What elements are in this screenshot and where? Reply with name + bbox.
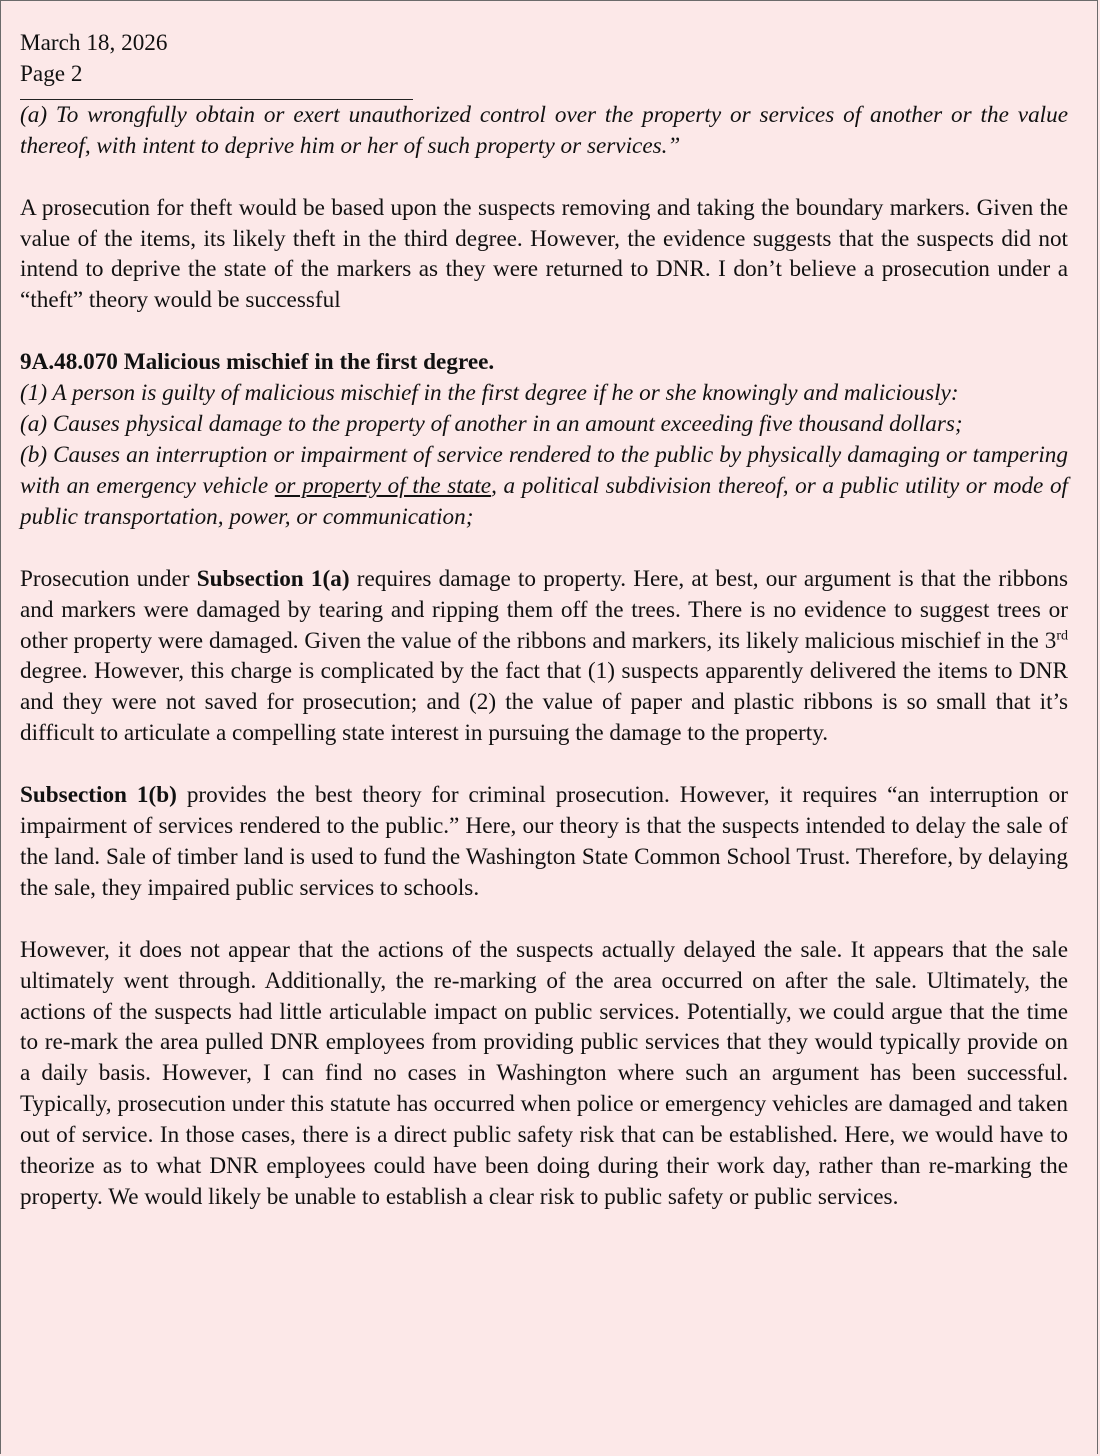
statute-subsection-1: (1) A person is guilty of malicious mischief in the first degree if he or she knowingly and maliciously: [20, 380, 959, 407]
spacer [20, 316, 1068, 347]
sub-b-bold-label: Subsection 1(b) [20, 782, 177, 809]
sub-a-text-2: degree. However, this charge is complicated by the fact that (1) suspects apparently delivered the items to DNR and they were not saved for prosecution; and (2) the value of paper and plastic ribbons is so small that it’s difficult to articulate a compelling state interest in pursuing the damage to the property. [20, 658, 1068, 747]
document-body [20, 28, 1068, 1213]
sub-b-text: provides the best theory for criminal prosecution. However, it requires “an interruption or impairment of services rendered to the public.” Here, our theory is that the suspects intended to delay the sale of the land. Sale of timber land is used to fund the Washington State Common School Trust. Therefore, by delaying the sale, they impaired public services to schools. [20, 782, 1068, 901]
quoted-statute-a: (a) To wrongfully obtain or exert unauthorized control over the property or services of another or the value thereof, with intent to deprive him or her of such property or services.” [20, 101, 1068, 159]
spacer [20, 533, 1068, 564]
spacer [20, 904, 1068, 935]
header-date: March 18, 2026 [20, 30, 168, 56]
sub-a-lead: Prosecution under [20, 565, 197, 592]
sub-a-superscript: rd [1056, 627, 1068, 643]
subsection-1a-paragraph [20, 564, 1068, 749]
subsection-1b-paragraph [20, 780, 1068, 904]
spacer [20, 749, 1068, 780]
statute-b-text-pre: (b) Causes an interruption or impairment of service rendered to the public by physically damaging or tampering with an emergency vehicle [20, 441, 1068, 499]
conclusion-paragraph: However, it does not appear that the actions of the suspects actually delayed the sale. It appears that the sale ultimately went through. Additionally, the re-marking of the area occurred on after the sale. Ultimately, the actions of the suspects had little articulable impact on public services. Potentially, we could argue that the time to re-mark the area pulled DNR employees from providing public services that they would typically provide on a daily basis. However, I can find no cases in Washington where such an argument has been successful. Typically, prosecution under this statute has occurred when police or emergency vehicles are damaged and taken out of service. In those cases, there is a direct public safety risk that can be established. Here, we would have to theorize as to what DNR employees could have been doing during their work day, rather than re-marking the property. We would likely be unable to establish a clear risk to public safety or public services. [20, 936, 1068, 1210]
header-page-number: Page 2 [20, 60, 83, 87]
statute-b-text-post: , a political subdivision thereof, or a public utility or mode of public transportation, power, or communication; [20, 472, 1068, 530]
statute-b-underlined-text: or property of the state [274, 472, 492, 499]
sub-a-text-1: requires damage to property. Here, at best, our argument is that the ribbons and markers were damaged by tearing and ripping them off the trees. There is no evidence to suggest trees or other property were damaged. Given the value of the ribbons and markers, its likely malicious mischief in the 3 [20, 565, 1068, 654]
sub-a-bold-label: Subsection 1(a) [196, 565, 350, 592]
theft-analysis-paragraph: A prosecution for theft would be based upon the suspects removing and taking the boundary markers. Given the value of the items, its likely theft in the third degree. However, the evidence suggests that the suspects did not intend to deprive the state of the markers as they were returned to DNR. I don’t believe a prosecution under a “theft” theory would be successful [20, 194, 1068, 314]
spacer [20, 162, 1068, 193]
statute-subsection-a: (a) Causes physical damage to the property of another in an amount exceeding five thousand dollars; [20, 411, 963, 438]
statute-heading: 9A.48.070 Malicious mischief in the first degree. [20, 349, 495, 376]
statute-subsection-b [20, 440, 1068, 533]
